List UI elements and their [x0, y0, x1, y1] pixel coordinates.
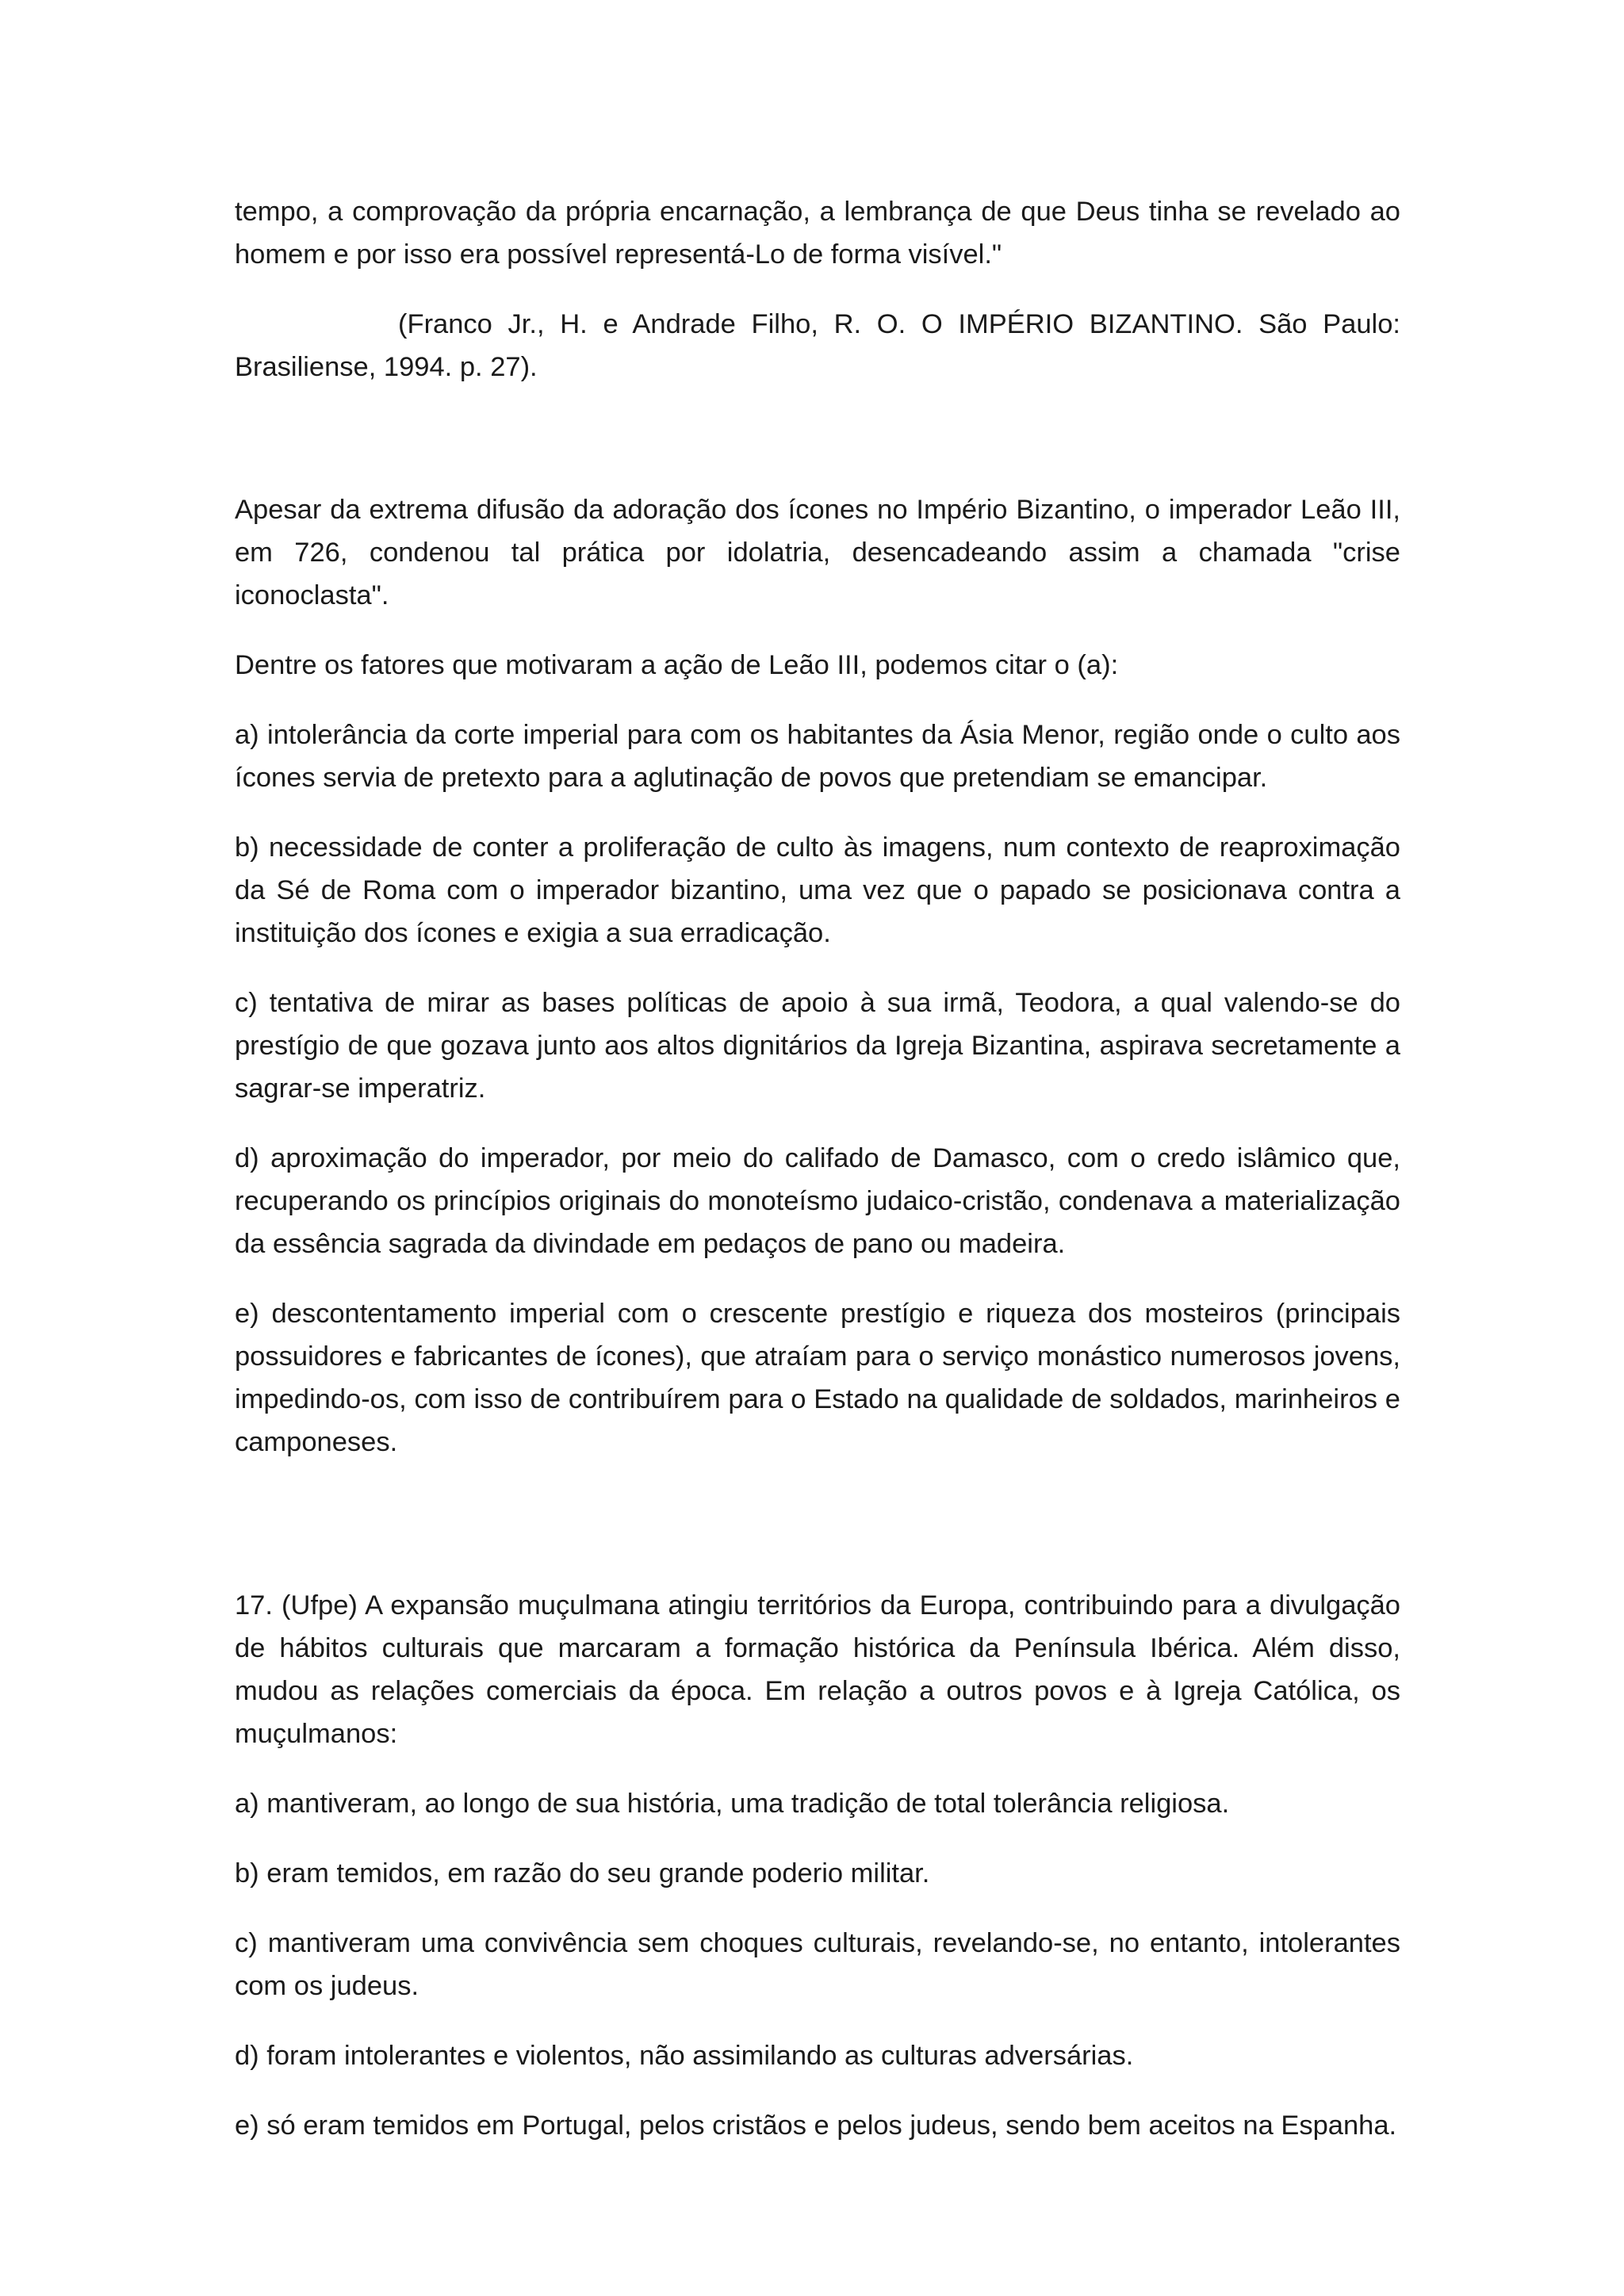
- question-16-context: Apesar da extrema difusão da adoração dos ícones no Império Bizantino, o imperador Leão III, em 726, condenou tal prática por idolatria, desencadeando assim a chamada "crise iconoclasta".: [235, 495, 1400, 610]
- question-16-option-e: e) descontentamento imperial com o crescente prestígio e riqueza dos mosteiros (principais possuidores e fabricantes de ícones), que atraíam para o serviço monástico numerosos jovens, impedindo-os, com isso de contribuírem para o Estado na qualidade de soldados, marinheiros e camponeses.: [235, 1299, 1400, 1457]
- question-17-option-b: b) eram temidos, em razão do seu grande poderio militar.: [235, 1858, 930, 1888]
- citation-paragraph: (Franco Jr., H. e Andrade Filho, R. O. O IMPÉRIO BIZANTINO. São Paulo: Brasiliense, 1994. p. 27).: [235, 309, 1400, 382]
- question-17-option-e: e) só eram temidos em Portugal, pelos cristãos e pelos judeus, sendo bem aceitos na Espanha.: [235, 2110, 1397, 2141]
- question-17-prompt: 17. (Ufpe) A expansão muçulmana atingiu territórios da Europa, contribuindo para a divulgação de hábitos culturais que marcaram a formação histórica da Península Ibérica. Além disso, mudou as relações comerciais da época. Em relação a outros povos e à Igreja Católica, os muçulmanos:: [235, 1590, 1400, 1749]
- question-17: [235, 1584, 1400, 2147]
- section-spacer: [235, 415, 1400, 488]
- question-17-option-d: d) foram intolerantes e violentos, não assimilando as culturas adversárias.: [235, 2041, 1134, 2071]
- question-16-prompt: Dentre os fatores que motivaram a ação de Leão III, podemos citar o (a):: [235, 650, 1119, 680]
- question-16-option-a: a) intolerância da corte imperial para com os habitantes da Ásia Menor, região onde o culto aos ícones servia de pretexto para a aglutinação de povos que pretendiam se emancipar.: [235, 720, 1400, 793]
- section-spacer: [235, 1490, 1400, 1584]
- question-17-option-a: a) mantiveram, ao longo de sua história, uma tradição de total tolerância religiosa.: [235, 1789, 1230, 1819]
- continuation-paragraph: tempo, a comprovação da própria encarnação, a lembrança de que Deus tinha se revelado ao homem e por isso era possível representá-Lo de forma visível.": [235, 197, 1400, 270]
- question-17-option-c: c) mantiveram uma convivência sem choques culturais, revelando-se, no entanto, intolerantes com os judeus.: [235, 1928, 1400, 2001]
- question-16-option-d: d) aproximação do imperador, por meio do califado de Damasco, com o credo islâmico que, recuperando os princípios originais do monoteísmo judaico-cristão, condenava a materialização da essência sagrada da divindade em pedaços de pano ou madeira.: [235, 1143, 1400, 1259]
- question-16-option-b: b) necessidade de conter a proliferação de culto às imagens, num contexto de reaproximação da Sé de Roma com o imperador bizantino, uma vez que o papado se posicionava contra a instituição dos ícones e exigia a sua erradicação.: [235, 832, 1400, 948]
- question-16-option-c: c) tentativa de mirar as bases políticas de apoio à sua irmã, Teodora, a qual valendo-se do prestígio de que gozava junto aos altos dignitários da Igreja Bizantina, aspirava secretamente a sagrar-se imperatriz.: [235, 988, 1400, 1104]
- document-page: [235, 190, 1400, 2174]
- question-16: [235, 488, 1400, 1464]
